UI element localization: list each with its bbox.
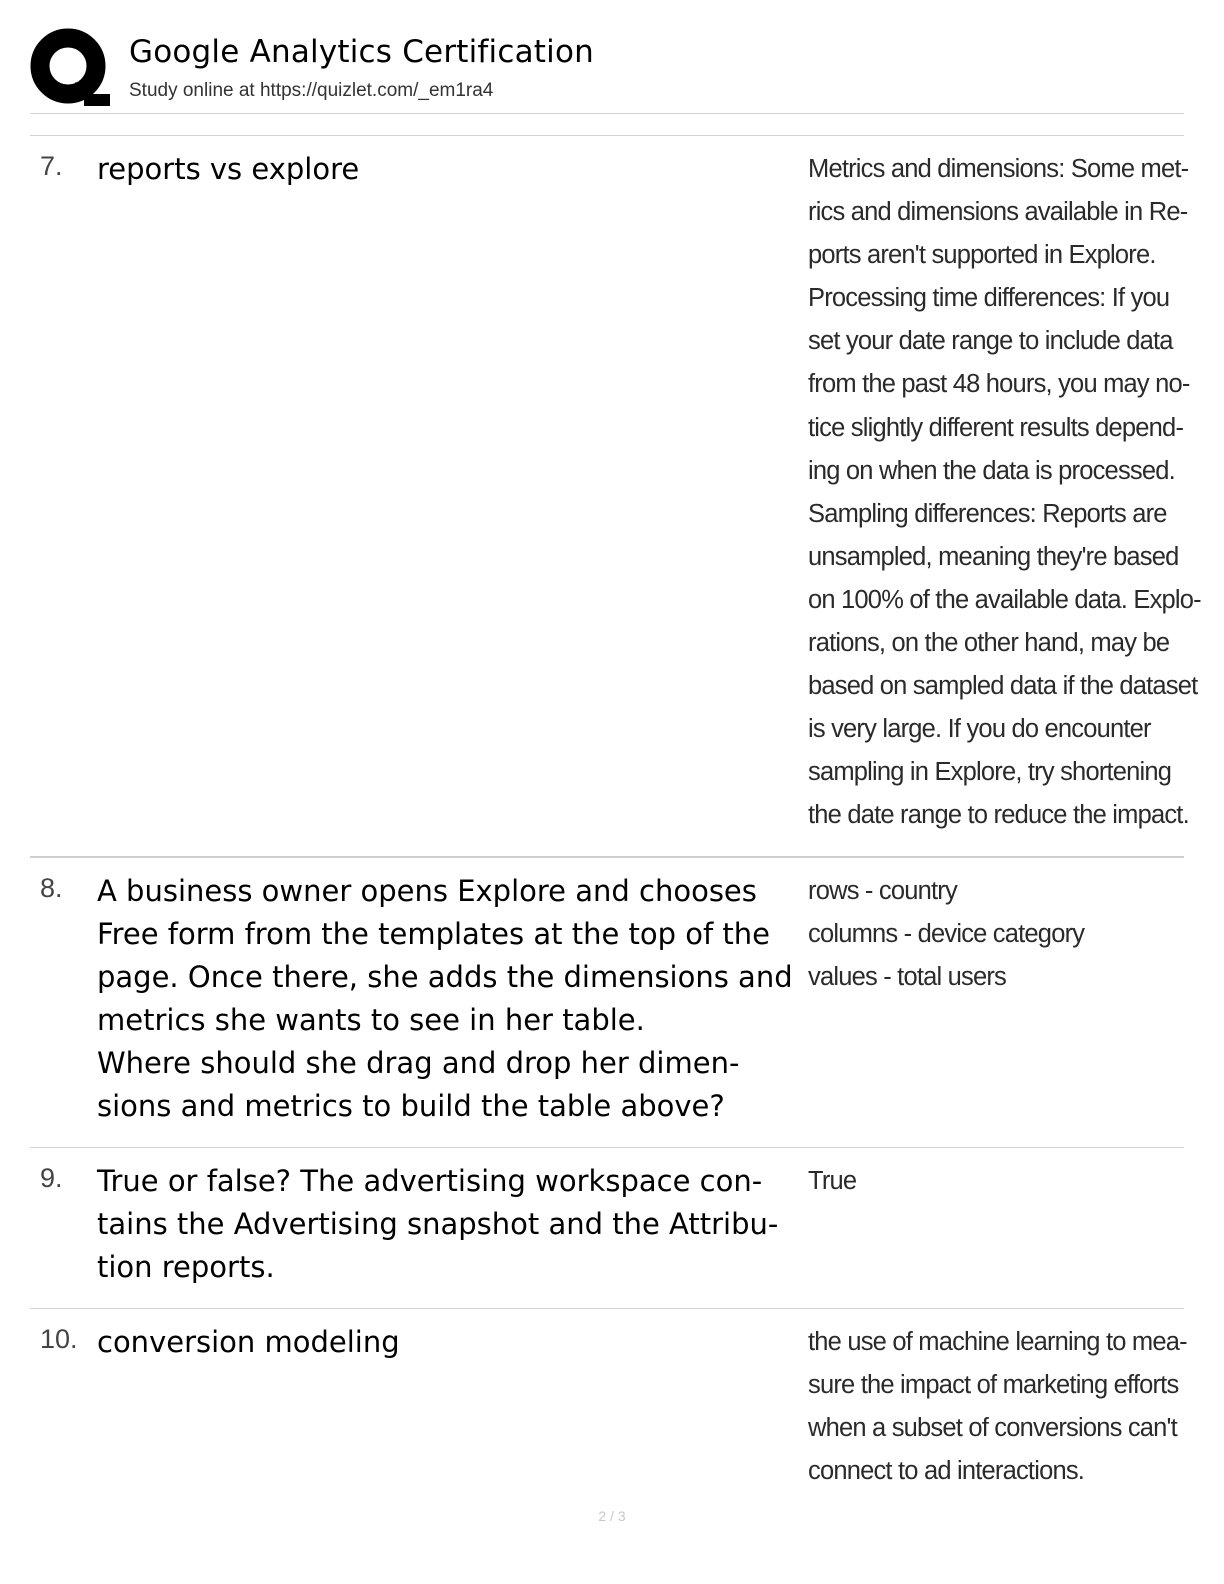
term-line: metrics she wants to see in her table. bbox=[97, 1003, 645, 1037]
definition-line: rows - country bbox=[808, 877, 957, 905]
card-divider bbox=[30, 1308, 1184, 1309]
card-divider bbox=[30, 1147, 1184, 1148]
card-term bbox=[97, 1321, 802, 1364]
card-term bbox=[97, 870, 802, 1128]
term-line: page. Once there, she adds the dimensions and bbox=[97, 960, 793, 994]
card-definition bbox=[808, 870, 1180, 999]
definition-line: sure the impact of marketing efforts bbox=[808, 1371, 1179, 1400]
definition-line: Metrics and dimensions: Some met- bbox=[808, 155, 1189, 183]
term-line: Where should she drag and drop her dimen- bbox=[97, 1046, 740, 1080]
card-definition bbox=[808, 1321, 1187, 1493]
quizlet-logo-icon bbox=[30, 28, 112, 110]
definition-line: rations, on the other hand, may be bbox=[808, 629, 1170, 658]
definition-line: columns - device category bbox=[808, 920, 1085, 949]
study-link[interactable]: Study online at https://quizlet.com/_em1ra4 bbox=[129, 80, 494, 101]
term-line: True or false? The advertising workspace con- bbox=[97, 1164, 763, 1198]
flashcard-10 bbox=[30, 1321, 1187, 1501]
card-number: 9. bbox=[40, 1163, 63, 1193]
definition-line: values - total users bbox=[808, 963, 1007, 992]
definition-line: Sampling differences: Reports are bbox=[808, 499, 1167, 528]
definition-line: unsampled, meaning they're based bbox=[808, 542, 1179, 571]
card-divider bbox=[30, 135, 1184, 136]
term-line: sions and metrics to build the table above? bbox=[97, 1089, 725, 1123]
definition-line: based on sampled data if the dataset bbox=[808, 672, 1198, 701]
card-definition bbox=[808, 1160, 1180, 1203]
card-divider bbox=[30, 856, 1184, 858]
term-line: conversion modeling bbox=[97, 1325, 400, 1359]
term-line: tion reports. bbox=[97, 1250, 275, 1284]
definition-line: True bbox=[808, 1167, 857, 1195]
definition-line: when a subset of conversions can't bbox=[808, 1414, 1177, 1443]
card-number: 10. bbox=[40, 1324, 78, 1354]
definition-line: ports aren't supported in Explore. bbox=[808, 241, 1156, 270]
flashcard-8 bbox=[30, 870, 1184, 1140]
page-header bbox=[30, 28, 1184, 114]
definition-line: Processing time differences: If you bbox=[808, 284, 1170, 313]
flashcard-7 bbox=[30, 148, 1201, 848]
definition-line: connect to ad interactions. bbox=[808, 1457, 1085, 1486]
card-term: reports vs explore bbox=[97, 152, 360, 186]
definition-line: the date range to reduce the impact. bbox=[808, 801, 1189, 830]
term-line: Free form from the templates at the top of the bbox=[97, 917, 771, 951]
card-number: 7. bbox=[40, 151, 63, 181]
definition-line: rics and dimensions available in Re- bbox=[808, 198, 1188, 227]
header-divider bbox=[30, 113, 1184, 114]
definition-line: the use of machine learning to mea- bbox=[808, 1328, 1187, 1356]
definition-line: is very large. If you do encounter bbox=[808, 715, 1151, 744]
page-title: Google Analytics Certification bbox=[129, 34, 594, 70]
definition-line: sampling in Explore, try shortening bbox=[808, 758, 1172, 787]
definition-line: on 100% of the available data. Explo- bbox=[808, 585, 1201, 614]
card-term bbox=[97, 1160, 802, 1289]
definition-line: tice slightly different results depend- bbox=[808, 413, 1184, 442]
flashcard-9 bbox=[30, 1160, 1184, 1300]
definition-line: from the past 48 hours, you may no- bbox=[808, 370, 1190, 399]
term-line: A business owner opens Explore and chooses bbox=[97, 874, 757, 908]
definition-line: ing on when the data is processed. bbox=[808, 456, 1175, 485]
page-number: 2 / 3 bbox=[598, 1508, 626, 1524]
term-line: tains the Advertising snapshot and the Attribu- bbox=[97, 1207, 779, 1241]
card-definition bbox=[808, 148, 1201, 838]
card-number: 8. bbox=[40, 873, 63, 903]
definition-line: set your date range to include data bbox=[808, 327, 1173, 356]
